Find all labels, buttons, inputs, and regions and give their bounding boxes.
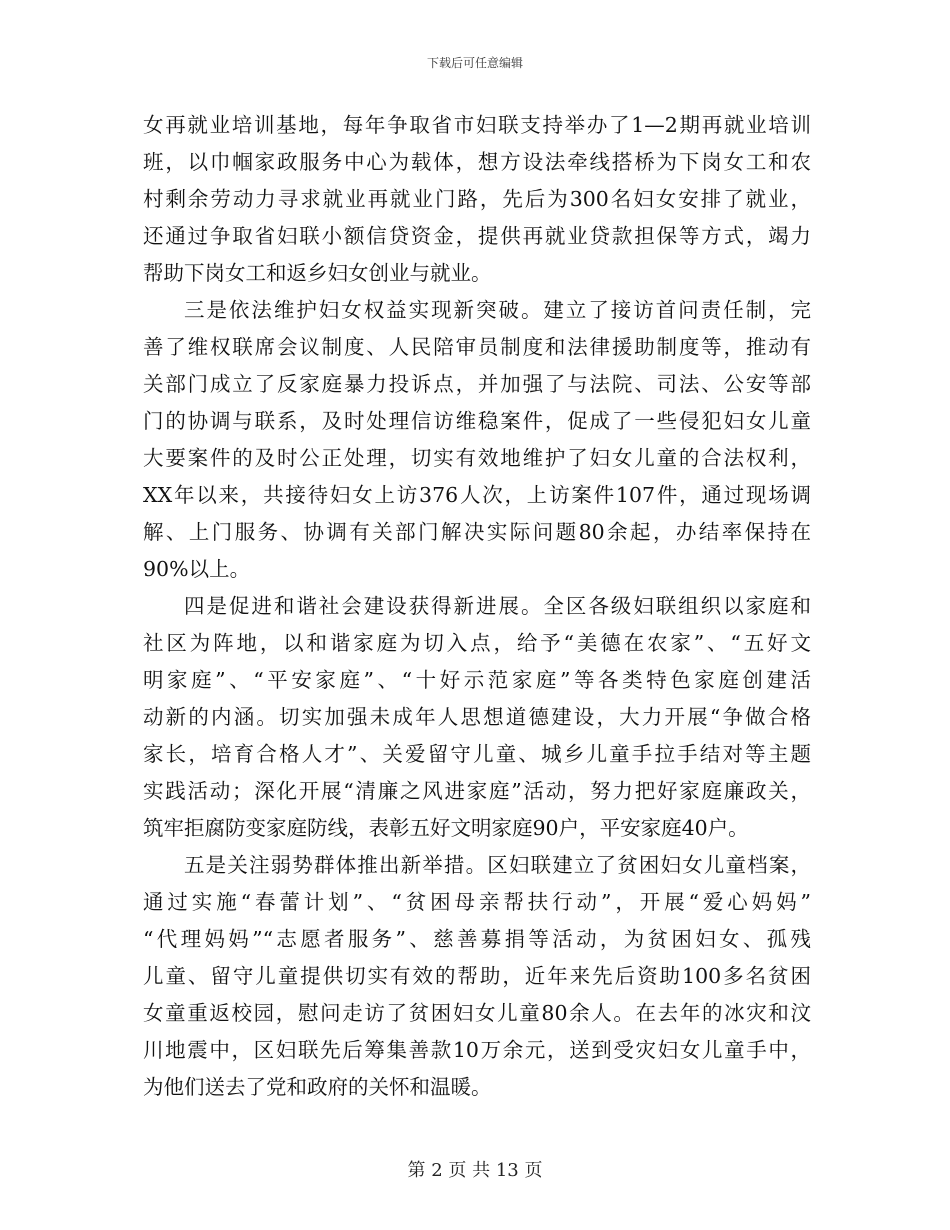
text-line: “代理妈妈”“志愿者服务”、慈善募捐等活动，为贫困妇女、孤残 <box>143 927 811 951</box>
text-line: XX年以来，共接待妇女上访376人次，上访案件107件，通过现场调 <box>143 483 811 507</box>
text-line: 川地震中，区妇联先后筹集善款10万余元，送到受灾妇女儿童手中， <box>143 1038 811 1062</box>
text-line: 儿童、留守儿童提供切实有效的帮助，近年来先后资助100多名贫困 <box>143 964 811 988</box>
text-line: 为他们送去了党和政府的关怀和温暖。 <box>143 1075 492 1099</box>
text-line: 明家庭”、“平安家庭”、“十好示范家庭”等各类特色家庭创建活 <box>143 668 811 692</box>
text-line: 帮助下岗女工和返乡妇女创业与就业。 <box>143 261 492 285</box>
paragraph <box>143 107 811 292</box>
text-line: 动新的内涵。切实加强未成年人思想道德建设，大力开展“争做合格 <box>143 705 811 729</box>
paragraph <box>143 292 811 588</box>
document-body <box>143 107 811 1106</box>
text-line: 家长，培育合格人才”、关爱留守儿童、城乡儿童手拉手结对等主题 <box>143 742 811 766</box>
text-line: 班，以巾帼家政服务中心为载体，想方设法牵线搭桥为下岗女工和农 <box>143 150 811 174</box>
text-line: 通过实施“春蕾计划”、“贫困母亲帮扶行动”，开展“爱心妈妈” <box>143 890 811 914</box>
text-line: 女童重返校园，慰问走访了贫困妇女儿童80余人。在去年的冰灾和汶 <box>143 1001 811 1025</box>
text-line: 村剩余劳动力寻求就业再就业门路，先后为300名妇女安排了就业， <box>143 187 811 211</box>
text-line: 善了维权联席会议制度、人民陪审员制度和法律援助制度等，推动有 <box>143 335 811 359</box>
page-footer: 第 2 页 共 13 页 <box>407 1160 543 1181</box>
text-line: 三是依法维护妇女权益实现新突破。建立了接访首问责任制，完 <box>184 298 811 322</box>
page-header: 下载后可任意编辑 <box>426 56 523 70</box>
text-line: 门的协调与联系，及时处理信访维稳案件，促成了一些侵犯妇女儿童 <box>143 409 811 433</box>
paragraph <box>143 847 811 1106</box>
text-line: 实践活动；深化开展“清廉之风进家庭”活动，努力把好家庭廉政关， <box>143 779 811 803</box>
text-line: 关部门成立了反家庭暴力投诉点，并加强了与法院、司法、公安等部 <box>143 372 811 396</box>
paragraph <box>143 588 811 847</box>
text-line: 女再就业培训基地，每年争取省市妇联支持举办了1—2期再就业培训 <box>143 113 811 137</box>
text-line: 四是促进和谐社会建设获得新进展。全区各级妇联组织以家庭和 <box>184 594 811 618</box>
text-line: 筑牢拒腐防变家庭防线，表彰五好文明家庭90户，平安家庭40户。 <box>143 816 749 840</box>
text-line: 还通过争取省妇联小额信贷资金，提供再就业贷款担保等方式，竭力 <box>143 224 811 248</box>
text-line: 五是关注弱势群体推出新举措。区妇联建立了贫困妇女儿童档案， <box>184 853 811 877</box>
text-line: 大要案件的及时公正处理，切实有效地维护了妇女儿童的合法权利， <box>143 446 811 470</box>
text-line: 社区为阵地，以和谐家庭为切入点，给予“美德在农家”、“五好文 <box>143 631 811 655</box>
text-line: 解、上门服务、协调有关部门解决实际问题80余起，办结率保持在 <box>143 520 811 544</box>
text-line: 90%以上。 <box>143 557 251 581</box>
